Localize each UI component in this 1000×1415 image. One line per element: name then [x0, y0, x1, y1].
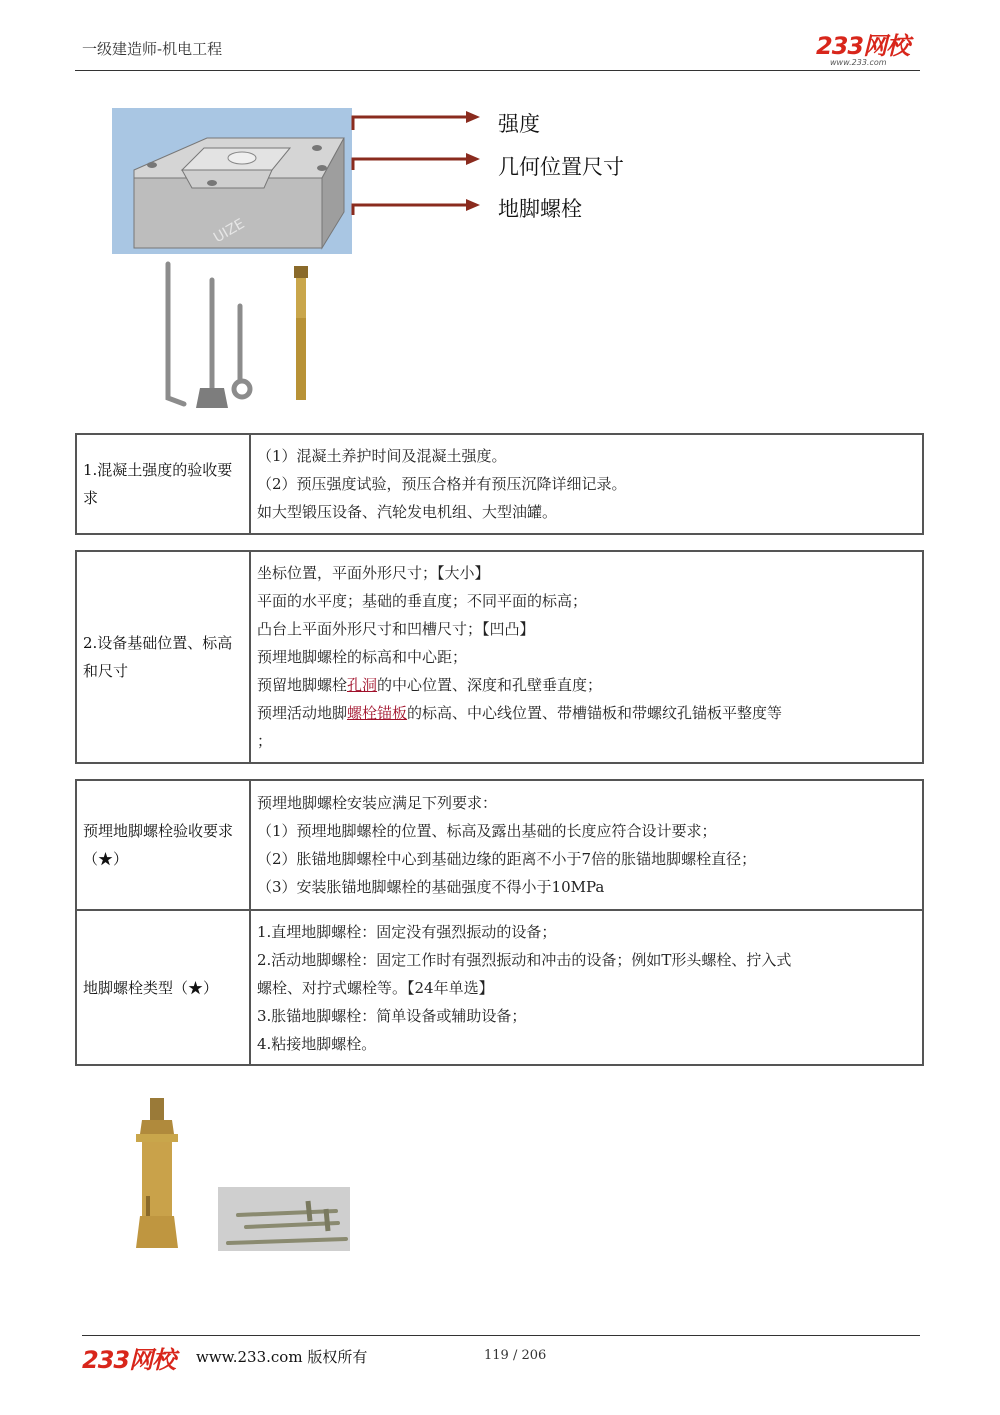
text-segment: 的标高、中心线位置、带槽锚板和带螺纹孔锚板平整度等	[407, 704, 783, 722]
content-line: （2）预压强度试验，预压合格并有预压沉降详细记录。	[257, 475, 627, 493]
concrete-strength-label: 1.混凝土强度的验收要求	[76, 434, 250, 534]
text-segment: 预埋活动地脚	[257, 704, 348, 722]
anchor-bolt-table	[75, 779, 924, 1066]
foundation-position-label: 2.设备基础位置、标高和尺寸	[76, 551, 250, 763]
brand-logo-url: www.233.com	[830, 58, 887, 67]
content-line: （1）混凝土养护时间及混凝土强度。	[257, 447, 507, 465]
diagram-watermark: UIZE	[211, 215, 248, 247]
content-line: 预埋地脚螺栓安装应满足下列要求：	[257, 794, 498, 812]
content-line: 预埋地脚螺栓的标高和中心距；	[257, 648, 468, 666]
concrete-strength-table	[75, 433, 924, 535]
bolt-types-label: 地脚螺栓类型（★）	[76, 910, 250, 1065]
brand-logo-text: 233网校	[816, 32, 910, 60]
brand-logo[interactable]	[816, 26, 909, 67]
content-line: 如大型锻压设备、汽轮发电机组、大型油罐。	[257, 503, 558, 521]
bolt-types-content	[250, 910, 923, 1065]
content-line: 3.胀锚地脚螺栓：简单设备或辅助设备；	[257, 1006, 527, 1025]
concrete-strength-content	[250, 434, 923, 534]
hole-link[interactable]: 孔洞	[347, 676, 378, 694]
content-line: （1）预埋地脚螺栓的位置、标高及露出基础的长度应符合设计要求；	[257, 822, 717, 840]
content-line: 1.直埋地脚螺栓：固定没有强烈振动的设备；	[257, 922, 557, 941]
footer-copyright: www.233.com 版权所有	[196, 1348, 368, 1366]
label-anchor-bolt: 地脚螺栓	[498, 197, 582, 221]
footer-divider	[82, 1335, 920, 1336]
bolt-anchor-plate-link[interactable]: 螺栓锚板	[347, 704, 408, 722]
foundation-position-table	[75, 550, 924, 764]
content-line: 凸台上平面外形尺寸和凹槽尺寸；【凹凸】	[257, 620, 535, 638]
embedded-bolt-content	[250, 780, 923, 910]
footer-logo[interactable]: 233网校	[82, 1346, 176, 1374]
content-line: 2.活动地脚螺栓：固定工作时有强烈振动和冲击的设备；例如T形头螺栓、拧入式	[257, 950, 792, 969]
text-segment: 的中心位置、深度和孔壁垂直度；	[377, 676, 603, 694]
label-strength: 强度	[498, 112, 540, 136]
foundation-block-image	[112, 108, 352, 254]
header-divider	[75, 70, 920, 71]
content-line: （2）胀锚地脚螺栓中心到基础边缘的距离不小于7倍的胀锚地脚螺栓直径；	[257, 850, 757, 868]
expansion-bolt-image	[128, 1096, 188, 1256]
content-line	[257, 699, 916, 727]
page-number: 119 / 206	[484, 1348, 547, 1363]
content-line: ；	[257, 732, 273, 750]
diagram-arrows	[348, 105, 493, 225]
content-line: 坐标位置，平面外形尺寸；【大小】	[257, 564, 490, 582]
foundation-position-content	[250, 551, 923, 763]
t-head-bolts-image	[218, 1187, 350, 1251]
content-line: 4.粘接地脚螺栓。	[257, 1034, 377, 1053]
embedded-bolt-label: 预埋地脚螺栓验收要求（★）	[76, 780, 250, 910]
anchor-bolts-image	[150, 258, 340, 416]
content-line	[257, 671, 916, 699]
content-line: （3）安装胀锚地脚螺栓的基础强度不得小于10MPa	[257, 878, 605, 896]
header-title: 一级建造师-机电工程	[82, 40, 223, 58]
label-geometric-position: 几何位置尺寸	[498, 155, 624, 179]
text-segment: 预留地脚螺栓	[257, 676, 348, 694]
content-line: 螺栓、对拧式螺栓等。【24年单选】	[257, 978, 494, 997]
content-line: 平面的水平度；基础的垂直度；不同平面的标高；	[257, 592, 588, 610]
